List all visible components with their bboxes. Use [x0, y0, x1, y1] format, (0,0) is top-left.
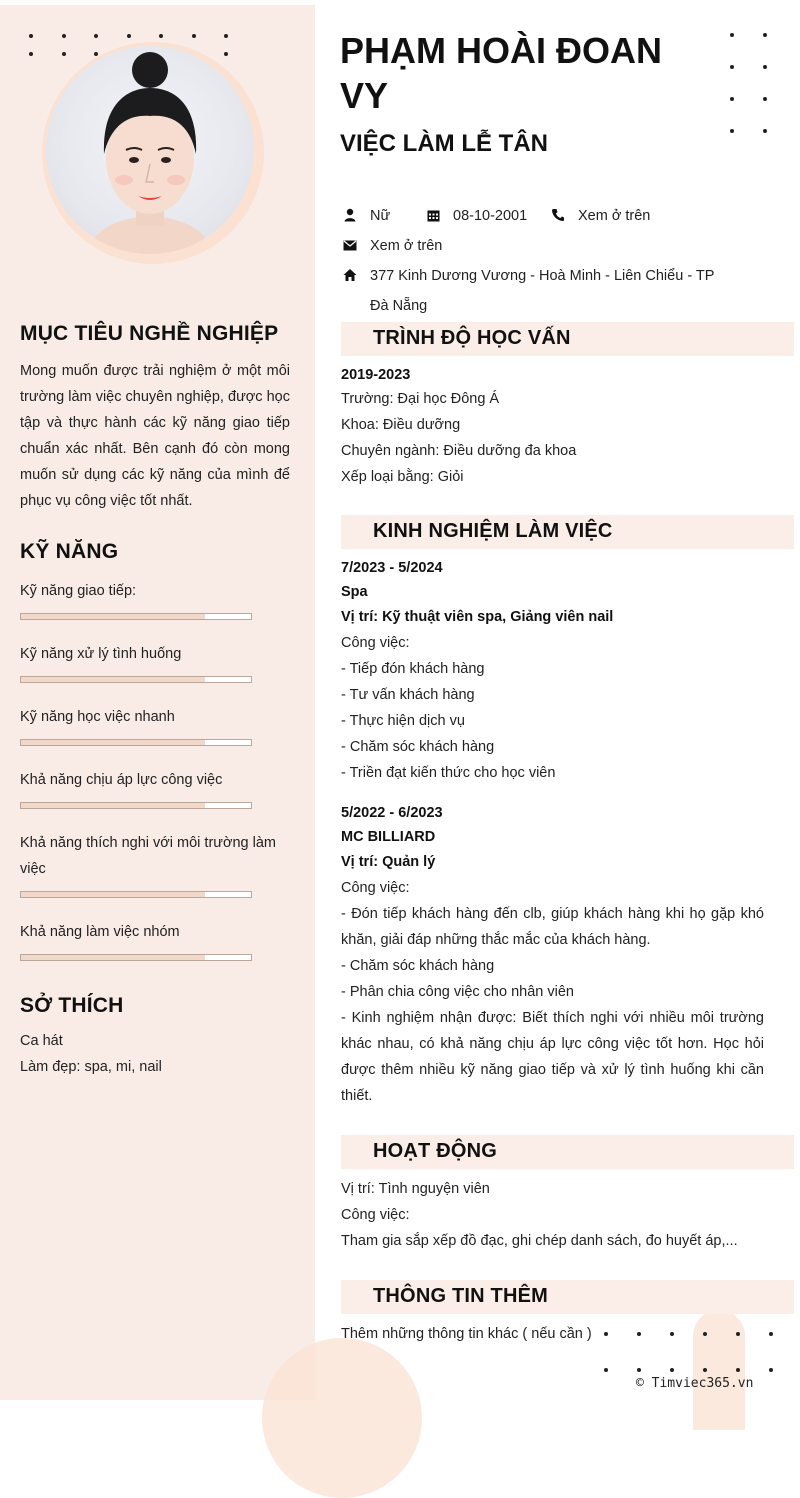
decorative-dot — [29, 34, 33, 38]
skill-bar-fill — [21, 677, 205, 682]
decorative-dot — [62, 34, 66, 38]
job-task: - Đón tiếp khách hàng đến clb, giúp khách hàng khi họ gặp khó khăn, giải đáp những thắc mắc của khách hàng. — [341, 906, 764, 948]
email-icon — [341, 236, 359, 254]
decorative-dot — [736, 1368, 740, 1372]
education-major: Chuyên ngành: Điều dưỡng đa khoa — [341, 443, 577, 459]
decorative-dot — [703, 1368, 707, 1372]
decorative-dot — [730, 129, 734, 133]
job-task: - Tiếp đón khách hàng — [341, 661, 485, 677]
decorative-dot — [224, 52, 228, 56]
job-task: - Chăm sóc khách hàng — [341, 958, 495, 974]
avatar — [46, 46, 254, 254]
decorative-dot — [224, 34, 228, 38]
address-line: Đà Nẵng — [370, 298, 428, 314]
skill-label: Kỹ năng học việc nhanh — [20, 709, 175, 725]
decorative-circle — [262, 1338, 422, 1498]
job-position: Vị trí: Quản lý — [341, 854, 436, 870]
skill-bar-fill — [21, 740, 205, 745]
job-period: 5/2022 - 6/2023 — [341, 805, 443, 821]
objective-text: Mong muốn được trải nghiệm ở một môi trường làm việc chuyên nghiệp, được học tập và thực hành các kỹ năng giao tiếp chuẩn xác nhất. Bên cạnh đó còn mong muốn sử dụng các kỹ năng của mình để phục vụ công việc tốt nhất. — [20, 363, 290, 509]
home-icon — [341, 266, 359, 284]
job-task: - Chăm sóc khách hàng — [341, 739, 495, 755]
skill-bar — [20, 613, 252, 620]
education-grade: Xếp loại bằng: Giỏi — [341, 469, 464, 485]
education-heading: TRÌNH ĐỘ HỌC VẤN — [373, 327, 571, 349]
job-company: Spa — [341, 584, 368, 600]
job-task: - Thực hiện dịch vụ — [341, 713, 465, 729]
experience-heading: KINH NGHIỆM LÀM VIỆC — [373, 520, 613, 542]
decorative-dot — [94, 34, 98, 38]
job-period: 7/2023 - 5/2024 — [341, 560, 443, 576]
activity-work-label: Công việc: — [341, 1207, 410, 1223]
objective-heading: MỤC TIÊU NGHỀ NGHIỆP — [20, 322, 279, 345]
decorative-dot — [730, 33, 734, 37]
email-text: Xem ở trên — [370, 238, 443, 254]
gender-text: Nữ — [370, 208, 391, 224]
skill-bar — [20, 802, 252, 809]
skills-heading: KỸ NĂNG — [20, 540, 119, 563]
avatar-portrait — [46, 46, 254, 254]
decorative-dot — [730, 65, 734, 69]
decorative-dot — [192, 34, 196, 38]
decorative-dot — [604, 1368, 608, 1372]
additional-text: Thêm những thông tin khác ( nếu cần ) — [341, 1326, 592, 1342]
phone-icon — [549, 206, 567, 224]
person-icon — [341, 206, 359, 224]
skill-bar-fill — [21, 955, 205, 960]
job-work-label: Công việc: — [341, 880, 410, 896]
decorative-dot — [670, 1368, 674, 1372]
activity-work: Tham gia sắp xếp đồ đạc, ghi chép danh sách, đo huyết áp,... — [341, 1233, 738, 1249]
skill-label: Khả năng thích nghi với môi trường làm việc — [20, 835, 277, 877]
education-period: 2019-2023 — [341, 367, 411, 383]
skill-bar — [20, 739, 252, 746]
candidate-name: PHẠM HOÀI ĐOAN VY — [340, 30, 662, 116]
decorative-dot — [769, 1332, 773, 1336]
job-task: - Triền đạt kiến thức cho học viên — [341, 765, 556, 781]
activity-position: Vị trí: Tình nguyện viên — [341, 1181, 490, 1197]
decorative-dot — [62, 52, 66, 56]
calendar-icon — [424, 206, 442, 224]
job-work-label: Công việc: — [341, 635, 410, 651]
hobbies-heading: SỞ THÍCH — [20, 994, 124, 1017]
education-school: Trường: Đại học Đông Á — [341, 391, 500, 407]
skill-label: Khả năng làm việc nhóm — [20, 924, 180, 940]
skill-label: Kỹ năng xử lý tình huống — [20, 646, 182, 662]
decorative-dot — [127, 34, 131, 38]
skill-label: Kỹ năng giao tiếp: — [20, 583, 137, 599]
additional-heading: THÔNG TIN THÊM — [373, 1285, 549, 1307]
footer-watermark: © Timviec365.vn — [636, 1376, 754, 1391]
skill-bar — [20, 954, 252, 961]
job-task: - Kinh nghiệm nhận được: Biết thích nghi với nhiều môi trường khác nhau, có khả năng chịu áp lực công việc tốt hơn. Học hỏi được thêm nhiều kỹ năng giao tiếp và xử lý tình huống khi cần thiết. — [341, 1010, 764, 1104]
decorative-dot — [763, 65, 767, 69]
job-position: Vị trí: Kỹ thuật viên spa, Giảng viên nail — [341, 609, 614, 625]
decorative-dot — [29, 52, 33, 56]
decorative-dot — [730, 97, 734, 101]
decorative-dot — [763, 129, 767, 133]
job-task: - Phân chia công việc cho nhân viên — [341, 984, 574, 1000]
decorative-dot — [159, 34, 163, 38]
education-faculty: Khoa: Điều dưỡng — [341, 417, 461, 433]
skill-bar — [20, 891, 252, 898]
decorative-dot — [769, 1368, 773, 1372]
skill-bar-fill — [21, 803, 205, 808]
hobby-item: Ca hát — [20, 1033, 63, 1049]
skill-bar — [20, 676, 252, 683]
job-title: VIỆC LÀM LỄ TÂN — [340, 130, 548, 157]
hobby-item: Làm đẹp: spa, mi, nail — [20, 1059, 162, 1075]
decorative-dot — [763, 33, 767, 37]
skill-label: Khả năng chịu áp lực công việc — [20, 772, 223, 788]
address-line: 377 Kinh Dương Vương - Hoà Minh - Liên Chiểu - TP — [370, 268, 715, 284]
activities-heading: HOẠT ĐỘNG — [373, 1140, 498, 1162]
decorative-dot — [637, 1368, 641, 1372]
skill-bar-fill — [21, 614, 205, 619]
decorative-dot — [763, 97, 767, 101]
job-company: MC BILLIARD — [341, 829, 436, 845]
phone-text: Xem ở trên — [578, 208, 651, 224]
birthdate-text: 08-10-2001 — [453, 208, 528, 224]
skill-bar-fill — [21, 892, 205, 897]
job-task: - Tư vấn khách hàng — [341, 687, 475, 703]
